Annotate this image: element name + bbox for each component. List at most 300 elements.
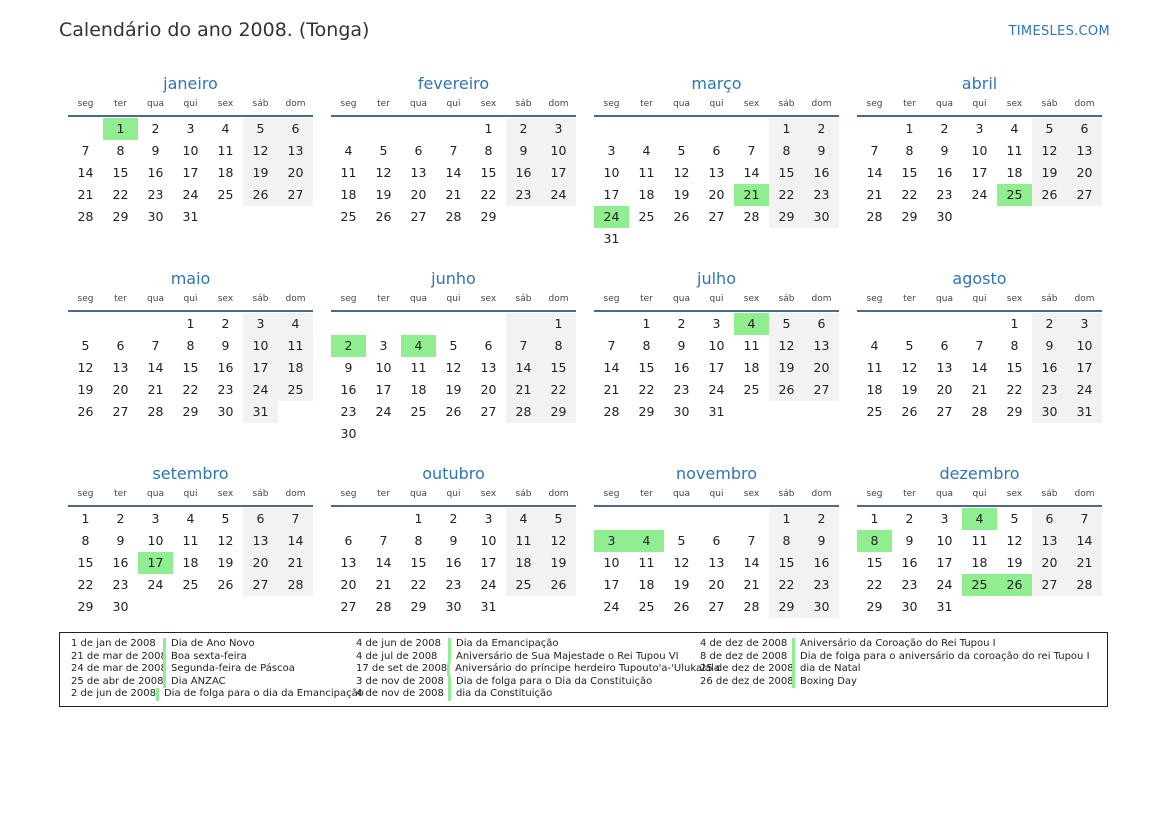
day-cell: 31: [708, 404, 725, 419]
weekday-label: qui: [709, 294, 724, 304]
holiday-day-cell: 1: [103, 118, 138, 140]
holiday-day-cell: 4: [962, 508, 997, 530]
weekday-label: sex: [1006, 294, 1023, 304]
day-cell: 24: [480, 577, 497, 592]
day-cell: 5: [677, 533, 686, 548]
day-cell: 26: [445, 404, 462, 419]
weekday-header: [331, 291, 576, 312]
day-cell: 16: [217, 360, 234, 375]
weekday-label: dom: [811, 99, 832, 109]
day-cell: 6: [712, 143, 721, 158]
legend-date: 2 de jun de 2008: [71, 688, 156, 699]
day-cell: 7: [975, 338, 984, 353]
day-cell: 21: [375, 577, 392, 592]
day-cell: 18: [743, 360, 760, 375]
day-cell: 23: [804, 574, 839, 596]
weekday-header: [331, 486, 576, 507]
day-cell: 16: [445, 555, 462, 570]
day-cell: 13: [112, 360, 129, 375]
day-cell: 21: [147, 382, 164, 397]
day-cell: 31: [603, 231, 620, 246]
day-cell: 24: [243, 379, 278, 401]
day-cell: 27: [480, 404, 497, 419]
holiday-day-cell: 25: [962, 574, 997, 596]
month-10: [594, 462, 839, 657]
weekday-label: qui: [183, 99, 198, 109]
day-grid: [857, 118, 1102, 228]
weekday-label: seg: [340, 99, 357, 109]
day-cell: 3: [186, 121, 195, 136]
weekday-label: qui: [972, 489, 987, 499]
day-cell: 20: [804, 357, 839, 379]
month-9: [331, 462, 576, 657]
weekday-label: sáb: [515, 294, 532, 304]
day-cell: 27: [708, 599, 725, 614]
empty-cell: [892, 313, 927, 335]
day-cell: 7: [607, 338, 616, 353]
month-name: dezembro: [939, 464, 1020, 483]
day-cell: 26: [673, 599, 690, 614]
day-cell: 28: [866, 209, 883, 224]
weekday-label: sex: [743, 294, 760, 304]
day-cell: 31: [243, 401, 278, 423]
day-cell: 22: [1006, 382, 1023, 397]
legend-holiday-name: Dia ANZAC: [163, 676, 226, 689]
day-cell: 3: [484, 511, 493, 526]
day-cell: 14: [147, 360, 164, 375]
day-cell: 3: [975, 121, 984, 136]
day-cell: 19: [541, 552, 576, 574]
day-cell: 10: [147, 533, 164, 548]
day-cell: 3: [712, 316, 721, 331]
day-cell: 14: [445, 165, 462, 180]
day-cell: 1: [1010, 316, 1019, 331]
day-cell: 22: [638, 382, 655, 397]
weekday-header: [857, 291, 1102, 312]
legend-holiday-name: Dia de Ano Novo: [163, 638, 255, 651]
legend-column: [71, 638, 364, 706]
day-cell: 16: [936, 165, 953, 180]
legend-holiday-name: Aniversário de Sua Majestade o Rei Tupou VI: [448, 651, 679, 664]
day-cell: 9: [804, 530, 839, 552]
empty-cell: [1067, 206, 1102, 228]
empty-cell: [331, 313, 366, 335]
day-cell: 20: [708, 577, 725, 592]
weekday-label: sex: [743, 99, 760, 109]
day-cell: 18: [340, 187, 357, 202]
day-cell: 15: [77, 555, 94, 570]
day-cell: 13: [1032, 530, 1067, 552]
weekday-label: sáb: [1041, 294, 1058, 304]
day-cell: 29: [112, 209, 129, 224]
day-cell: 30: [804, 596, 839, 618]
day-cell: 29: [480, 209, 497, 224]
weekday-label: qua: [147, 294, 164, 304]
day-cell: 9: [221, 338, 230, 353]
day-cell: 29: [77, 599, 94, 614]
empty-cell: [506, 206, 541, 228]
day-cell: 8: [81, 533, 90, 548]
day-cell: 5: [1032, 118, 1067, 140]
day-cell: 1: [541, 313, 576, 335]
day-cell: 10: [603, 555, 620, 570]
weekday-label: qui: [709, 489, 724, 499]
day-cell: 28: [278, 574, 313, 596]
day-cell: 31: [936, 599, 953, 614]
weekday-label: dom: [285, 294, 306, 304]
brand-link[interactable]: TIMESLES.COM: [1008, 24, 1110, 39]
day-cell: 1: [870, 511, 879, 526]
day-cell: 12: [445, 360, 462, 375]
day-cell: 27: [112, 404, 129, 419]
day-cell: 30: [217, 404, 234, 419]
weekday-label: dom: [1074, 99, 1095, 109]
day-cell: 16: [901, 555, 918, 570]
day-cell: 19: [1006, 555, 1023, 570]
day-cell: 20: [278, 162, 313, 184]
empty-cell: [769, 401, 804, 423]
day-cell: 1: [484, 121, 493, 136]
day-cell: 16: [804, 162, 839, 184]
month-name: fevereiro: [417, 74, 490, 93]
day-cell: 27: [936, 404, 953, 419]
day-cell: 5: [769, 313, 804, 335]
day-cell: 16: [112, 555, 129, 570]
day-cell: 14: [743, 555, 760, 570]
day-cell: 3: [1067, 313, 1102, 335]
weekday-label: qua: [147, 489, 164, 499]
empty-cell: [506, 313, 541, 335]
day-cell: 11: [638, 555, 655, 570]
weekday-label: seg: [77, 294, 94, 304]
day-cell: 2: [1032, 313, 1067, 335]
day-cell: 30: [936, 209, 953, 224]
empty-cell: [541, 423, 576, 445]
day-cell: 30: [340, 426, 357, 441]
month-name: março: [691, 74, 742, 93]
day-cell: 10: [541, 140, 576, 162]
day-cell: 1: [186, 316, 195, 331]
day-cell: 7: [506, 335, 541, 357]
day-cell: 2: [804, 508, 839, 530]
day-cell: 5: [677, 143, 686, 158]
day-cell: 13: [804, 335, 839, 357]
weekday-header: [857, 96, 1102, 117]
day-cell: 25: [217, 187, 234, 202]
day-cell: 29: [541, 401, 576, 423]
day-cell: 24: [603, 599, 620, 614]
day-grid: [68, 508, 313, 618]
day-cell: 24: [936, 577, 953, 592]
holiday-day-cell: 3: [594, 530, 629, 552]
day-cell: 19: [243, 162, 278, 184]
day-cell: 24: [147, 577, 164, 592]
weekday-label: qui: [183, 489, 198, 499]
day-cell: 31: [182, 209, 199, 224]
day-cell: 25: [866, 404, 883, 419]
holiday-day-cell: 17: [138, 552, 173, 574]
day-cell: 10: [936, 533, 953, 548]
day-cell: 21: [77, 187, 94, 202]
month-name: setembro: [152, 464, 229, 483]
day-cell: 19: [673, 577, 690, 592]
day-cell: 11: [182, 533, 199, 548]
day-cell: 22: [769, 184, 804, 206]
day-cell: 20: [410, 187, 427, 202]
day-cell: 2: [905, 511, 914, 526]
day-cell: 2: [804, 118, 839, 140]
day-cell: 3: [151, 511, 160, 526]
day-cell: 9: [449, 533, 458, 548]
empty-cell: [208, 596, 243, 618]
day-cell: 12: [769, 335, 804, 357]
legend-date: 24 de mar de 2008: [71, 663, 167, 674]
day-cell: 7: [747, 143, 756, 158]
day-cell: 30: [112, 599, 129, 614]
empty-cell: [208, 206, 243, 228]
weekday-label: qui: [972, 99, 987, 109]
weekday-label: seg: [77, 99, 94, 109]
day-cell: 7: [278, 508, 313, 530]
day-cell: 17: [182, 165, 199, 180]
weekday-label: ter: [640, 294, 653, 304]
day-cell: 21: [506, 379, 541, 401]
day-cell: 24: [971, 187, 988, 202]
day-grid: [331, 508, 576, 618]
legend-item: [700, 651, 1100, 664]
weekday-label: sáb: [252, 489, 269, 499]
day-cell: 12: [1006, 533, 1023, 548]
day-cell: 21: [278, 552, 313, 574]
empty-cell: [857, 118, 892, 140]
weekday-label: seg: [866, 99, 883, 109]
day-cell: 27: [243, 574, 278, 596]
weekday-label: sex: [480, 99, 497, 109]
calendar-months: [68, 72, 1102, 657]
empty-cell: [138, 313, 173, 335]
day-cell: 26: [77, 404, 94, 419]
day-cell: 12: [243, 140, 278, 162]
day-cell: 13: [708, 165, 725, 180]
day-cell: 11: [278, 335, 313, 357]
legend-holiday-name: Aniversário do príncipe herdeiro Tupouto'a-'Ulukalala: [447, 663, 720, 676]
weekday-label: qua: [147, 99, 164, 109]
holiday-legend: [59, 632, 1108, 707]
day-cell: 22: [182, 382, 199, 397]
day-cell: 20: [1067, 162, 1102, 184]
month-1: [331, 72, 576, 267]
weekday-header: [594, 291, 839, 312]
day-cell: 15: [112, 165, 129, 180]
empty-cell: [699, 228, 734, 250]
empty-cell: [594, 118, 629, 140]
legend-item: [356, 638, 700, 651]
day-cell: 7: [870, 143, 879, 158]
legend-date: 4 de dez de 2008: [700, 638, 788, 649]
day-cell: 23: [506, 184, 541, 206]
day-cell: 13: [708, 555, 725, 570]
day-cell: 11: [866, 360, 883, 375]
weekday-header: [68, 486, 313, 507]
weekday-label: dom: [285, 489, 306, 499]
weekday-label: ter: [903, 489, 916, 499]
day-cell: 27: [278, 184, 313, 206]
day-cell: 29: [182, 404, 199, 419]
empty-cell: [471, 313, 506, 335]
legend-holiday-name: dia da Constituição: [448, 688, 552, 701]
day-cell: 17: [541, 162, 576, 184]
day-cell: 23: [804, 184, 839, 206]
day-cell: 18: [217, 165, 234, 180]
weekday-label: ter: [640, 99, 653, 109]
day-cell: 11: [506, 530, 541, 552]
day-cell: 4: [186, 511, 195, 526]
day-cell: 23: [1032, 379, 1067, 401]
day-cell: 19: [1032, 162, 1067, 184]
day-cell: 14: [375, 555, 392, 570]
day-cell: 3: [940, 511, 949, 526]
day-cell: 24: [375, 404, 392, 419]
holiday-day-cell: 4: [401, 335, 436, 357]
empty-cell: [506, 596, 541, 618]
day-cell: 10: [243, 335, 278, 357]
day-cell: 14: [603, 360, 620, 375]
day-cell: 6: [344, 533, 353, 548]
day-cell: 19: [769, 357, 804, 379]
empty-cell: [401, 313, 436, 335]
empty-cell: [436, 118, 471, 140]
day-cell: 17: [603, 187, 620, 202]
empty-cell: [366, 508, 401, 530]
day-cell: 17: [936, 555, 953, 570]
empty-cell: [997, 206, 1032, 228]
empty-cell: [734, 401, 769, 423]
day-cell: 23: [445, 577, 462, 592]
day-cell: 27: [340, 599, 357, 614]
day-cell: 8: [541, 335, 576, 357]
weekday-label: seg: [866, 294, 883, 304]
day-cell: 8: [1010, 338, 1019, 353]
day-cell: 22: [769, 574, 804, 596]
legend-date: 8 de dez de 2008: [700, 650, 788, 662]
day-cell: 6: [1032, 508, 1067, 530]
day-cell: 8: [905, 143, 914, 158]
day-cell: 5: [541, 508, 576, 530]
day-cell: 6: [1067, 118, 1102, 140]
day-cell: 20: [243, 552, 278, 574]
day-cell: 11: [638, 165, 655, 180]
empty-cell: [401, 118, 436, 140]
weekday-header: [68, 96, 313, 117]
day-cell: 4: [870, 338, 879, 353]
day-cell: 26: [901, 404, 918, 419]
month-name: junho: [431, 269, 476, 288]
empty-cell: [68, 313, 103, 335]
legend-item: [71, 638, 356, 651]
legend-item: [700, 676, 1100, 689]
day-cell: 30: [673, 404, 690, 419]
day-cell: 30: [445, 599, 462, 614]
legend-date: 4 de jun de 2008: [356, 638, 441, 649]
day-cell: 26: [375, 209, 392, 224]
day-cell: 9: [1032, 335, 1067, 357]
weekday-label: qua: [410, 489, 427, 499]
empty-cell: [541, 206, 576, 228]
day-cell: 20: [1032, 552, 1067, 574]
weekday-header: [68, 291, 313, 312]
day-cell: 18: [182, 555, 199, 570]
day-cell: 6: [712, 533, 721, 548]
day-cell: 5: [449, 338, 458, 353]
day-cell: 8: [484, 143, 493, 158]
weekday-label: dom: [811, 489, 832, 499]
holiday-day-cell: 4: [734, 313, 769, 335]
day-cell: 18: [278, 357, 313, 379]
holiday-day-cell: 25: [997, 184, 1032, 206]
day-cell: 28: [147, 404, 164, 419]
empty-cell: [629, 508, 664, 530]
empty-cell: [366, 423, 401, 445]
day-cell: 15: [638, 360, 655, 375]
legend-holiday-name: Segunda-feira de Páscoa: [163, 663, 295, 676]
day-cell: 28: [506, 401, 541, 423]
day-cell: 1: [81, 511, 90, 526]
day-cell: 15: [866, 555, 883, 570]
day-cell: 2: [940, 121, 949, 136]
day-cell: 17: [708, 360, 725, 375]
day-grid: [594, 313, 839, 423]
day-cell: 2: [116, 511, 125, 526]
legend-date: 25 de abr de 2008: [71, 675, 164, 687]
day-cell: 30: [1032, 401, 1067, 423]
legend-column: [700, 638, 1100, 706]
day-cell: 7: [747, 533, 756, 548]
day-cell: 27: [410, 209, 427, 224]
empty-cell: [664, 228, 699, 250]
month-name: maio: [170, 269, 211, 288]
legend-holiday-name: Boa sexta-feira: [163, 651, 247, 664]
empty-cell: [769, 228, 804, 250]
day-cell: 20: [936, 382, 953, 397]
day-cell: 25: [410, 404, 427, 419]
weekday-label: sex: [480, 489, 497, 499]
weekday-header: [594, 96, 839, 117]
day-cell: 11: [340, 165, 357, 180]
weekday-label: sáb: [1041, 99, 1058, 109]
day-cell: 25: [278, 379, 313, 401]
day-cell: 10: [375, 360, 392, 375]
legend-item: [71, 676, 356, 689]
weekday-label: sáb: [1041, 489, 1058, 499]
day-cell: 10: [603, 165, 620, 180]
day-cell: 29: [769, 596, 804, 618]
weekday-label: seg: [603, 489, 620, 499]
day-cell: 20: [480, 382, 497, 397]
day-cell: 17: [971, 165, 988, 180]
day-cell: 26: [769, 379, 804, 401]
day-cell: 18: [638, 577, 655, 592]
day-cell: 10: [1067, 335, 1102, 357]
day-cell: 15: [1006, 360, 1023, 375]
day-cell: 2: [677, 316, 686, 331]
empty-cell: [506, 423, 541, 445]
day-cell: 4: [506, 508, 541, 530]
day-cell: 16: [1032, 357, 1067, 379]
day-cell: 12: [673, 555, 690, 570]
empty-cell: [734, 508, 769, 530]
legend-date: 21 de mar de 2008: [71, 650, 167, 662]
day-cell: 26: [541, 574, 576, 596]
